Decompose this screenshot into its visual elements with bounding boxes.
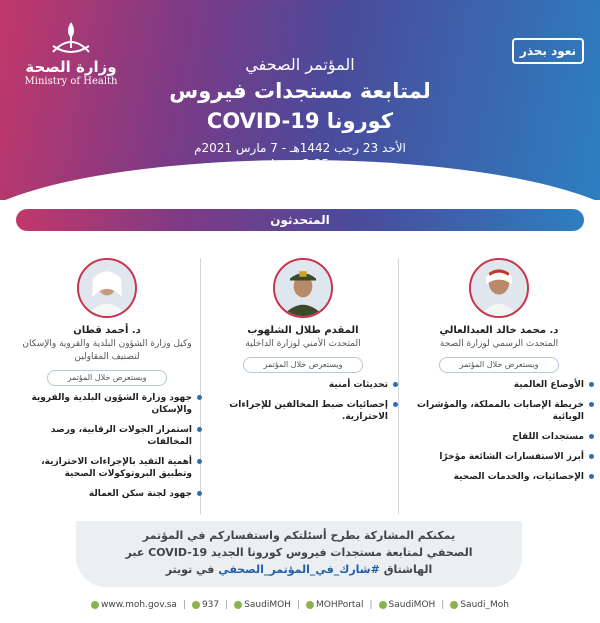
phone-icon: [192, 601, 200, 609]
callout-line-2: الصحفي لمتابعة مستجدات فيروس كورونا الجديد COVID-19 عبر: [125, 546, 473, 559]
list-item: إحصائيات ضبط المخالفين للإجراءات الاحترازية.: [208, 399, 398, 423]
topics-pill: ويستعرض خلال المؤتمر: [243, 357, 363, 373]
speaker-name: د. أحمد قطان: [73, 325, 141, 336]
speaker-name: د. محمد خالد العبدالعالي: [439, 325, 559, 336]
hashtag-link[interactable]: #شارك_في_المؤتمر_الصحفي: [218, 563, 380, 576]
snapchat-icon: [450, 601, 458, 609]
instagram-link[interactable]: SaudiMOH: [379, 600, 436, 610]
campaign-badge: نعود بحذر: [512, 38, 584, 64]
list-item: جهود لجنة سكن العمالة: [12, 488, 202, 500]
twitter-link[interactable]: SaudiMOH: [234, 600, 291, 610]
callout-suffix: في تويتر: [165, 563, 215, 576]
list-item: مستجدات اللقاح: [404, 431, 594, 443]
speaker-role: وكيل وزارة الشؤون البلدية والقروية والإسكان لتصنيف المقاولين: [22, 339, 192, 362]
moh-logo: [16, 18, 126, 88]
twitter-icon: [234, 601, 242, 609]
speaker-photo-avatar-icon: [273, 258, 333, 318]
speaker-column-abdulali: [404, 258, 594, 491]
phone-link[interactable]: 937: [192, 600, 219, 610]
speaker-name: المقدم طلال الشلهوب: [247, 325, 359, 336]
list-item: أهمية التقيد بالإجراءات الاحترازية، وتطبيق البروتوكولات الصحية: [12, 456, 202, 480]
callout-line-1: يمكنكم المشاركة بطرح أسئلتكم واستفساركم في المؤتمر: [142, 529, 456, 542]
list-item: تحديثات أمنية: [208, 379, 398, 391]
title-line-2: كورونا COVID-19: [206, 109, 394, 133]
globe-icon: [91, 601, 99, 609]
speaker-column-alshalhoub: [208, 258, 398, 431]
list-item: استمرار الجولات الرقابية، ورصد المخالفات: [12, 424, 202, 448]
topics-list: [208, 379, 398, 423]
instagram-icon: [379, 601, 387, 609]
callout-prefix: الهاشتاق: [383, 563, 433, 576]
topics-list: [404, 379, 594, 483]
subtitle: المؤتمر الصحفي: [245, 55, 355, 74]
footer-links: www.moh.gov.sa | 937 | SaudiMOH | MOHPortal | SaudiMOH | Saudi_Moh: [0, 596, 600, 614]
list-item: خريطة الإصابات بالمملكة، والمؤشرات الوبائية: [404, 399, 594, 423]
youtube-icon: [306, 601, 314, 609]
topics-pill: ويستعرض خلال المؤتمر: [439, 357, 559, 373]
moh-emblem-icon: [45, 18, 97, 58]
list-item: جهود وزارة الشؤون البلدية والقروية والإسكان: [12, 392, 202, 416]
speaker-role: المتحدث الأمني لوزارة الداخلية: [245, 339, 361, 349]
speaker-photo-avatar-icon: [469, 258, 529, 318]
speaker-photo-avatar-icon: [77, 258, 137, 318]
speaker-column-qattan: [12, 258, 202, 508]
callout-line-3: [86, 561, 512, 578]
participation-callout: [76, 521, 522, 587]
speakers-heading: المتحدثون: [16, 209, 584, 231]
event-time: 3:35 عصرًا: [270, 157, 330, 171]
list-item: الإحصائيات، والخدمات الصحية: [404, 471, 594, 483]
speaker-role: المتحدث الرسمي لوزارة الصحة: [439, 339, 559, 349]
column-divider: [398, 258, 399, 514]
logo-english-text: Ministry of Health: [24, 76, 118, 87]
youtube-link[interactable]: MOHPortal: [306, 600, 363, 610]
title-line-1: لمتابعة مستجدات فيروس: [169, 79, 431, 103]
header-titles: [120, 54, 480, 172]
list-item: الأوضاع العالمية: [404, 379, 594, 391]
website-link[interactable]: www.moh.gov.sa: [91, 600, 177, 610]
topics-list: [12, 392, 202, 500]
list-item: أبرز الاستفسارات الشائعة مؤخرًا: [404, 451, 594, 463]
logo-arabic-text: وزارة الصحة: [25, 58, 117, 76]
event-date: الأحد 23 رجب 1442هـ - 7 مارس 2021م: [194, 141, 406, 155]
snapchat-link[interactable]: Saudi_Moh: [450, 600, 509, 610]
topics-pill: ويستعرض خلال المؤتمر: [47, 370, 167, 386]
